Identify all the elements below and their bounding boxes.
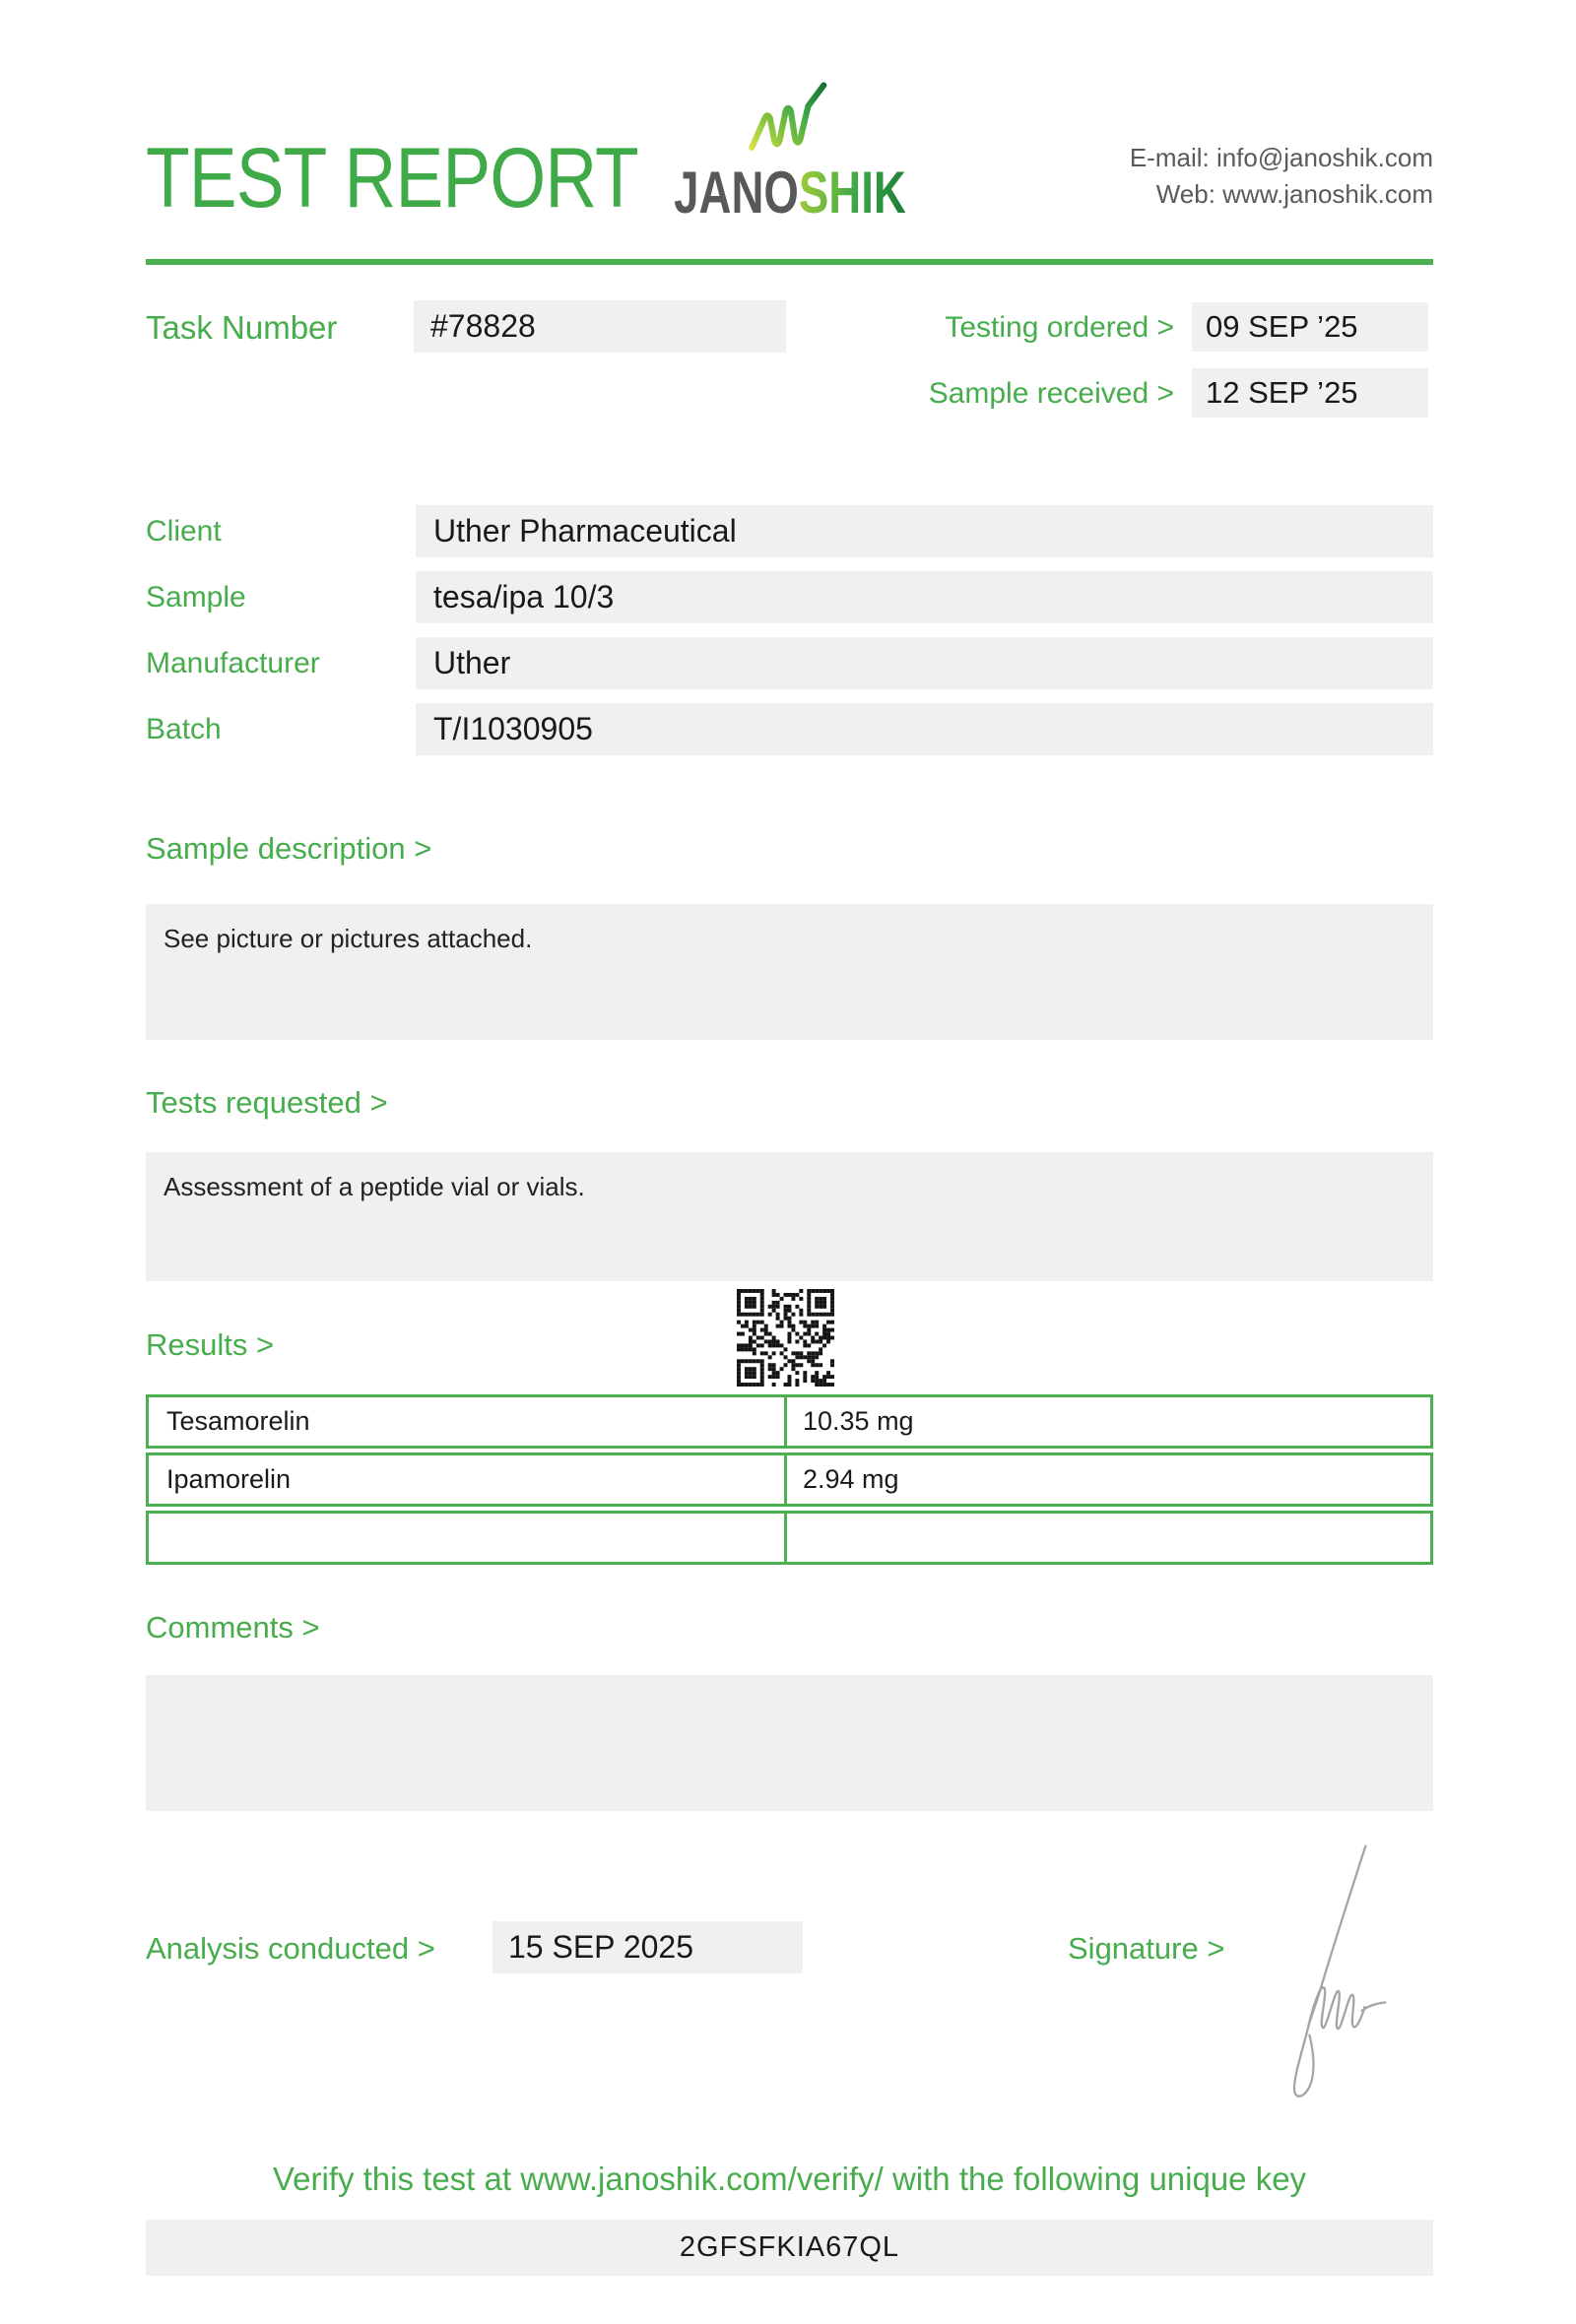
table-row — [146, 1511, 1433, 1565]
batch-value: T/I1030905 — [416, 703, 1433, 755]
result-name-cell — [149, 1514, 787, 1562]
analysis-date-value: 15 SEP 2025 — [492, 1921, 803, 1973]
sample-description-heading: Sample description > — [146, 831, 432, 866]
info-row-sample — [146, 571, 1433, 623]
signature-image — [1279, 1840, 1393, 2102]
testing-ordered-label: Testing ordered > — [945, 311, 1174, 344]
table-row — [146, 1452, 1433, 1507]
signature-label: Signature > — [1068, 1930, 1225, 1966]
report-header — [146, 0, 1433, 259]
info-row-client — [146, 505, 1433, 557]
task-section — [146, 265, 1433, 505]
info-fields — [146, 505, 1433, 755]
growth-chart-icon — [747, 77, 833, 160]
wordmark-shik: SHIK — [798, 160, 906, 226]
info-row-batch — [146, 703, 1433, 755]
table-row — [146, 1394, 1433, 1449]
task-number-value: #78828 — [414, 300, 786, 353]
sample-value: tesa/ipa 10/3 — [416, 571, 1433, 623]
verify-instruction: Verify this test at www.janoshik.com/verify/ with the following unique key — [272, 2160, 1307, 2197]
results-table — [146, 1394, 1433, 1565]
wordmark-jano: JANO — [673, 160, 799, 226]
client-value: Uther Pharmaceutical — [416, 505, 1433, 557]
janoshik-logo — [636, 77, 942, 226]
tests-requested-heading: Tests requested > — [146, 1085, 388, 1121]
result-value-cell: 10.35 mg — [803, 1405, 914, 1436]
unique-key-value: 2GFSFKIA67QL — [146, 2220, 1433, 2276]
result-name-cell: Ipamorelin — [149, 1455, 787, 1504]
results-section — [146, 1326, 1433, 1564]
manufacturer-value: Uther — [416, 637, 1433, 689]
analysis-signature-section — [146, 1811, 1433, 2116]
qr-code — [737, 1289, 834, 1387]
tests-requested-box: Assessment of a peptide vial or vials. — [146, 1152, 1433, 1281]
sample-received-date: 12 SEP ’25 — [1192, 368, 1428, 418]
comments-heading: Comments > — [146, 1609, 320, 1645]
sample-label: Sample — [146, 581, 246, 613]
testing-ordered-date: 09 SEP ’25 — [1192, 302, 1428, 352]
result-name-cell: Tesamorelin — [149, 1397, 787, 1446]
batch-label: Batch — [146, 713, 222, 745]
comments-box — [146, 1675, 1433, 1811]
manufacturer-label: Manufacturer — [146, 647, 320, 679]
results-heading: Results > — [146, 1327, 275, 1363]
sample-description-box: See picture or pictures attached. — [146, 904, 1433, 1040]
result-value-cell — [787, 1514, 1430, 1562]
analysis-conducted-label: Analysis conducted > — [146, 1930, 435, 1966]
janoshik-wordmark — [673, 160, 906, 226]
contact-email: E-mail: info@janoshik.com — [1129, 143, 1433, 172]
contact-web: Web: www.janoshik.com — [1155, 179, 1433, 209]
sample-received-label: Sample received > — [928, 377, 1174, 410]
info-row-manufacturer — [146, 637, 1433, 689]
task-number-label: Task Number — [146, 309, 338, 346]
page-title: TEST REPORT — [146, 131, 638, 226]
client-label: Client — [146, 515, 222, 548]
result-value-cell: 2.94 mg — [803, 1463, 899, 1494]
contact-info — [1130, 140, 1433, 213]
